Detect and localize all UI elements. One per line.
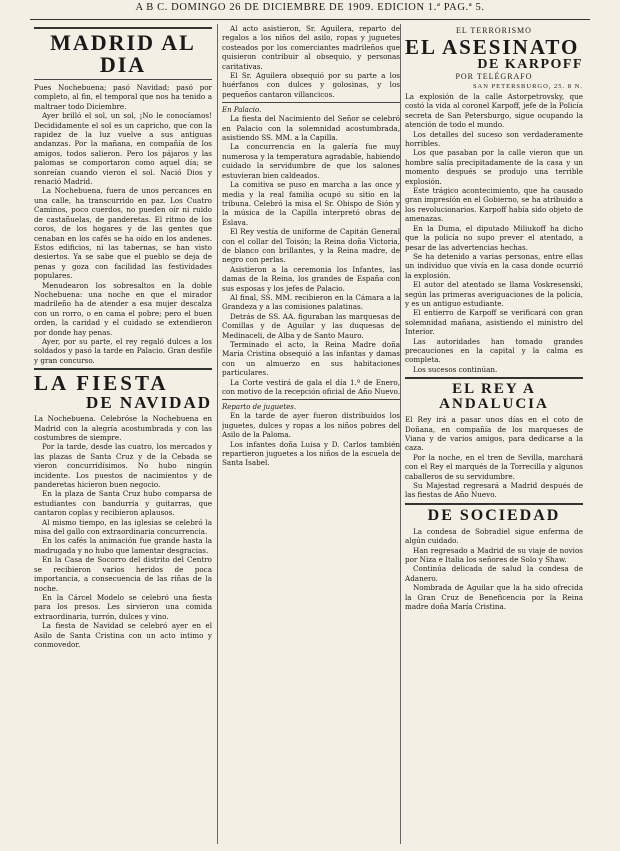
section-rule — [34, 79, 212, 80]
article-paragraph: La Nochebuena. Celebróse la Nochebuena en Madrid con la alegría acostumbrada y con las costumbres de siempre. — [34, 414, 212, 442]
column-1 — [34, 24, 212, 846]
section-rule — [222, 102, 400, 103]
de-sociedad-headline: DE SOCIEDAD — [427, 506, 561, 524]
column-rule-2 — [400, 24, 401, 844]
article-paragraph: Los sucesos continúan. — [413, 364, 498, 374]
asesinato-article — [405, 92, 583, 374]
article-paragraph: Por la noche, en el tren de Sevilla, marchará con el Rey el marqués de la Torrecilla y algunos caballeros de su servidumbre. — [405, 452, 583, 481]
article-paragraph: La condesa de Sobradiel sigue enferma de algún cuidado. — [405, 526, 583, 546]
section-rule — [405, 377, 583, 379]
column-rule-1 — [217, 24, 218, 844]
article-paragraph: Al final, SS. MM. recibieron en la Cámara a la Grandeza y a las comisiones palatinas. — [222, 292, 400, 312]
madrid-al-dia-article — [34, 83, 212, 365]
article-paragraph: Pues Nochebuena; pasó Navidad; pasó por completo, al fin, el temporal que nos ha tenido a maltraer todo Diciembre. — [34, 83, 212, 111]
asesinato-headline-1: EL ASESINATO — [405, 35, 580, 59]
header-rule — [30, 19, 590, 20]
article-paragraph: Se ha detenido a varias personas, entre ellas un individuo que vivía en la casa donde ocurrió la explosión. — [405, 251, 583, 280]
article-paragraph: Han regresado a Madrid de su viaje de novios por Niza e Italia los señores de Solo y Shaw. — [405, 545, 583, 565]
rey-andalucia-headline: EL REY A ANDALUCIA — [439, 381, 549, 413]
article-paragraph: Por la tarde, desde las cuatro, los mercados y las plazas de Santa Cruz y de la Cebada se vieron concurridísimos. No hubo ningún incidente. Los puestos de nacimientos y de panderetas hicieron buen negocio. — [34, 442, 212, 490]
page-header: A B C. DOMINGO 26 DE DICIEMBRE DE 1909. EDICION 1.ª PAG.ª 5. — [135, 2, 485, 13]
article-paragraph: La concurrencia en la galería fue muy numerosa y la temperatura agradable, habiendo cuidado la servidumbre de que los salones estuvieran bien caldeados. — [222, 142, 400, 180]
article-paragraph: Continúa delicada de salud la condesa de Adanero. — [405, 564, 583, 583]
article-paragraph: Su Majestad regresará a Madrid después de las fiestas de Año Nuevo. — [405, 481, 583, 500]
article-paragraph: La fiesta de Navidad se celebró ayer en el Asilo de Santa Cristina con un acto intimo y conmovedor. — [34, 621, 212, 649]
fiesta-navidad-article — [34, 414, 212, 649]
section-rule — [34, 368, 212, 370]
section-rule — [34, 27, 212, 29]
palacio-subhead: En Palacio. — [222, 106, 262, 115]
rey-andalucia-article — [405, 415, 583, 500]
article-paragraph: En la plaza de Santa Cruz hubo comparsa de estudiantes con bandurria y guitarras, que cantaron coplas y recibieron aplausos. — [34, 489, 212, 518]
article-paragraph: En la Casa de Socorro del distrito del Centro se recibieron varios heridos de poca importancia, a consecuencia de las riñas de la noche. — [34, 555, 212, 593]
section-rule — [222, 399, 400, 400]
article-paragraph: Ayer, por su parte, el rey regaló dulces a los soldados y pasó la tarde en Palacio. Gran desfile y gran concurso. — [34, 336, 212, 365]
article-paragraph: Detrás de SS. AA. figuraban las marquesas de Comillas y de Aguilar y las duquesas de Medinaceli, de Alba y de Santo Mauro. — [222, 311, 400, 340]
section-rule — [405, 503, 583, 505]
fiesta-navidad-headline-1: LA FIESTA — [34, 371, 169, 396]
column-2 — [222, 24, 400, 846]
article-paragraph: En la Duma, el diputado Miliukoff ha dicho que la policía no supo prever el atentado, a pesar de las advertencias hechas. — [405, 223, 583, 252]
article-paragraph: El Rey vestía de uniforme de Capitán General con el collar del Toisón; la Reina doña Victoria, de blanco con brillantes, y la Reina madre, de negro con perlas. — [222, 227, 400, 265]
article-paragraph: Al acto asistieron, Sr. Aguilera, reparto de regalos a los niños del asilo, ropas y juguetes costeados por los comerciantes madrileños que quisieron contribuir al obsequio, y personas caritativas. — [222, 24, 400, 71]
article-paragraph: La comitiva se puso en marcha a las once y media y la real familia ocupó su sitio en la tribuna. Celebró la misa el Sr. Obispo de Sión y la música de la Capilla interpretó obras de Eslava. — [222, 180, 400, 227]
article-paragraph: Menudearon los sobresaltos en la doble Nochebuena: una noche en que el mirador madrileño ha de atender a esa mujer descalza con un rorro, o en cama el pobre; pero el buen orden, la caridad y el cuidado se extendieron por donde hay penas. — [34, 280, 212, 337]
article-paragraph: Ayer brilló el sol, un sol, ¡No le conocíamos! Decididamente el sol es un capricho, que con la rapidez de la luz vuelve a sus antiguas andanzas. Por la mañana, en compañía de los amigos, todos salieron. Pero los pájaros y las palomas se comportaron como aquel día; se sonreían cuando vieron el sol. Nació Dios y renació Madrid. — [34, 111, 212, 187]
article-paragraph: Los detalles del suceso son verdaderamente horribles. — [405, 129, 583, 149]
article-paragraph: Asistieron a la ceremonia los Infantes, las damas de la Reina, los grandes de España con sus esposas y los jefes de Palacio. — [222, 264, 400, 293]
juguetes-article — [222, 403, 400, 467]
asesinato-subtitle: POR TELÉGRAFO — [455, 72, 533, 81]
palacio-article — [222, 106, 400, 396]
article-paragraph: Al mismo tiempo, en las iglesias se celebró la misa del gallo con extraordinaria concurrencia. — [34, 517, 212, 537]
article-paragraph: Los infantes doña Luisa y D. Carlos también repartieron juguetes a los niños de la escuela de Santa Isabel. — [222, 439, 400, 468]
article-paragraph: Los que pasaban por la calle vieron que un hombre salía precipitadamente de la casa y un momento después se produjo una terrible explosión. — [405, 148, 583, 186]
article-paragraph: El entierro de Karpoff se verificará con gran solemnidad mañana, asistiendo el ministro del Interior. — [405, 308, 583, 337]
asesinato-byline: SAN PETERSBURGO, 25. 8 N. — [472, 83, 583, 90]
article-paragraph: Nombrada de Aguilar que la ha sido ofrecida la Gran Cruz de Beneficencia por la Reina madre doña María Cristina. — [405, 583, 583, 612]
de-sociedad-article — [405, 527, 583, 612]
article-paragraph: La explosión de la calle Astorpetrovsky, que costó la vida al coronel Karpoff, jefe de la Policía secreta de San Petersburgo, sigue ocupando la atención de todo el mundo. — [405, 92, 583, 130]
article-paragraph: En los cafés la animación fue grande hasta la madrugada y no hubo que lamentar desgracias. — [34, 536, 212, 555]
juguetes-subhead: Reparto de juguetes. — [222, 403, 297, 412]
asesinato-headline-2: DE KARPOFF — [477, 57, 583, 72]
article-paragraph: Este trágico acontecimiento, que ha causado gran impresión en el Gobierno, se ha atribuido a los revolucionarios. Karpoff había sido objeto de amenazas. — [405, 186, 583, 224]
article-paragraph: El Rey irá a pasar unos días en el coto de Doñana, en compañía de los marqueses de Viana y de varios amigos, para dedicarse a la caza. — [405, 415, 583, 453]
asilo-article — [222, 24, 400, 99]
article-paragraph: El Sr. Aguilera obsequió por su parte a los huérfanos con dulces y golosinas, y los pequeños cantaron villancicos. — [222, 71, 400, 99]
madrid-al-dia-headline: MADRID AL DIA — [50, 30, 196, 77]
fiesta-navidad-headline-2: DE NAVIDAD — [86, 393, 212, 413]
article-paragraph: El autor del atentado se llama Voskresenski, según las primeras averiguaciones de la policía, y es un antiguo estudiante. — [405, 280, 583, 308]
column-3 — [405, 24, 583, 846]
article-paragraph: La Corte vestirá de gala el día 1.º de Enero, con motivo de la recepción oficial de Año Nuevo. — [222, 377, 400, 397]
article-paragraph: Terminado el acto, la Reina Madre doña María Cristina obsequió a las infantas y damas con un almuerzo en sus habitaciones particulares. — [222, 340, 400, 378]
article-paragraph: Las autoridades han tomado grandes precauciones en la capital y la calma es completa. — [405, 336, 583, 365]
article-paragraph: La fiesta del Nacimiento del Señor se celebró en Palacio con la solemnidad acostumbrada, asistiendo SS. MM. a la Capilla. — [222, 114, 400, 143]
terrorismo-section-label: EL TERRORISMO — [456, 26, 532, 35]
article-paragraph: En la tarde de ayer fueron distribuidos los juguetes, dulces y ropas a los niños pobres del Asilo de la Paloma. — [222, 411, 400, 440]
article-paragraph: En la Cárcel Modelo se celebró una fiesta para los presos. Les sirvieron una comida extraordinaria, turrón, dulces y vino. — [34, 592, 212, 621]
article-paragraph: La Nochebuena, fuera de unos percances en una calle, ha transcurrido en paz. Los Cuatro Caminos, poco cuerdos, no pueden oír ni ruido de castañuelas, de panderetas. El ritmo de los coros, de los hogares y de las gentes que cenaban en los cafés se ha oído en los andenes. Estos edificios, ni las tabernas, se han visto desiertos. Ya se sabe que el pueblo se deja de penas y goza con facilidad las festividades populares. — [34, 186, 212, 281]
